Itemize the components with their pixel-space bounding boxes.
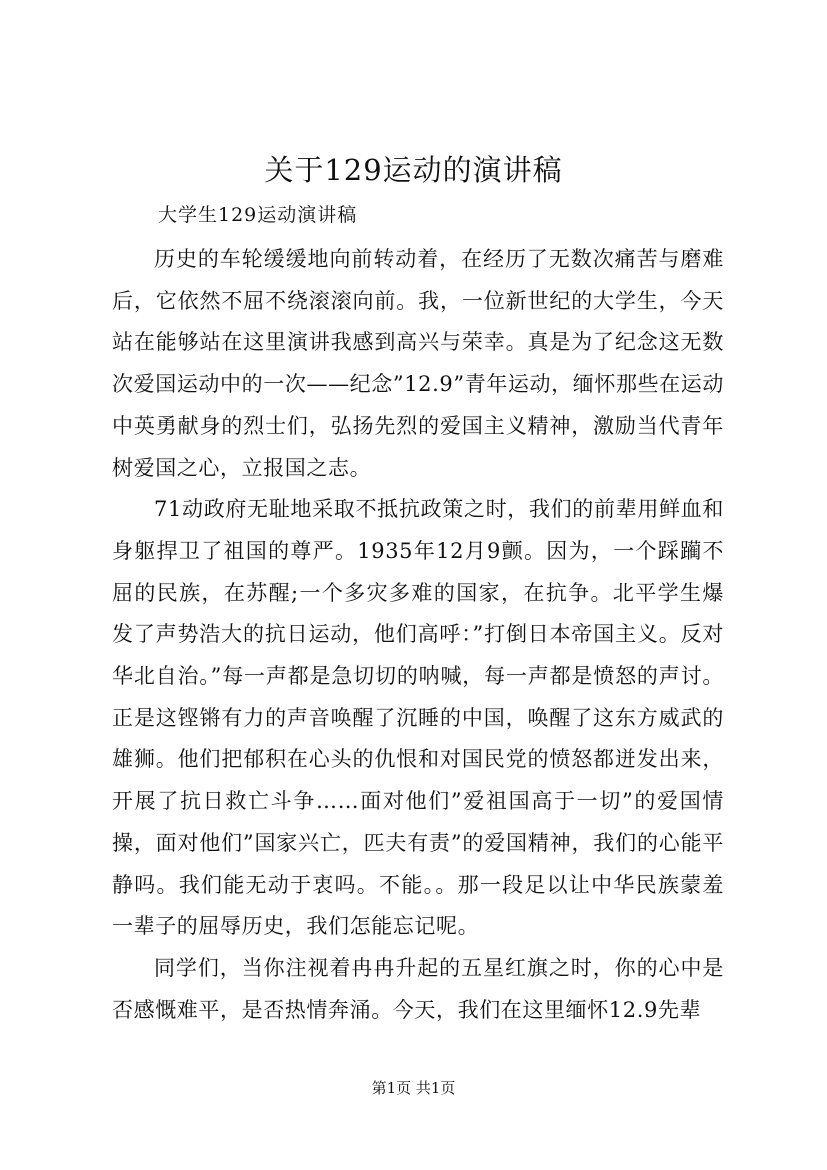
paragraph-3: 同学们，当你注视着冉冉升起的五星红旗之时，你的心中是否感慨难平，是否热情奔涌。今天，我们在这里缅怀12.9先辈: [112, 955, 724, 1022]
page-footer: 第1页 共1页: [371, 1079, 456, 1097]
document-title: 关于129运动的演讲稿: [264, 153, 563, 187]
paragraph-2: 71动政府无耻地采取不抵抗政策之时，我们的前辈用鲜血和身躯捍卫了祖国的尊严。1935年12月9颤。因为，一个踩躏不屈的民族，在苏醒;一个多灾多难的国家，在抗争。北平学生爆发了声势浩大的抗日运动，他们高呼：”打倒日本帝国主义。反对华北自治。”每一声都是急切切的呐喊，每一声都是愤怒的声讨。正是这铿锵有力的声音唤醒了沉睡的中国，唤醒了这东方威武的雄狮。他们把郁积在心头的仇恨和对国民党的愤怒都迸发出来，开展了抗日救亡斗争……面对他们”爱祖国高于一切”的爱国情操，面对他们”国家兴亡，匹夫有责”的爱国精神，我们的心能平静吗。我们能无动于衷吗。不能。。那一段足以让中华民族蒙羞一辈子的屈辱历史，我们怎能忘记呢。: [112, 497, 724, 939]
document-body: [112, 239, 724, 1031]
paragraph-1: 历史的车轮缓缓地向前转动着，在经历了无数次痛苦与磨难后，它依然不屈不绕滚滚向前。我，一位新世纪的大学生，今天站在能够站在这里演讲我感到高兴与荣幸。真是为了纪念这无数次爱国运动中的一次——纪念”12.9”青年运动，缅怀那些在运动中英勇献身的烈士们，弘扬先烈的爱国主义精神，激励当代青年树爱国之心，立报国之志。: [112, 247, 724, 480]
document-subtitle: 大学生129运动演讲稿: [158, 204, 358, 226]
